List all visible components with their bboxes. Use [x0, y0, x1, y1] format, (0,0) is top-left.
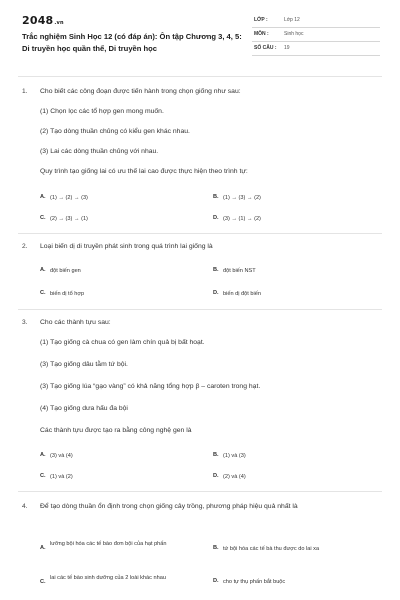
question-line: (1) Chọn lọc các tổ hợp gen mong muốn.	[40, 108, 164, 115]
option-text: lai các tế bào sinh dưỡng của 2 loài khác nhau	[50, 575, 166, 581]
question-stem: Cho các thành tựu sau:	[40, 319, 111, 326]
option-text: (1) → (2) → (3)	[50, 195, 88, 201]
option-letter: B.	[213, 545, 219, 551]
meta-value: Lớp 12	[284, 17, 300, 23]
question-number: 1.	[22, 88, 28, 95]
meta-label: SỐ CÂU :	[254, 45, 277, 51]
option-letter: A.	[40, 545, 46, 551]
meta-row-class	[252, 14, 380, 28]
meta-value: 19	[284, 45, 290, 51]
option-letter: A.	[40, 267, 46, 273]
question-stem: Loại biến dị di truyền phát sinh trong quá trình lai giống là	[40, 243, 213, 250]
page-header	[0, 0, 400, 62]
option-text: biến dị tổ hợp	[50, 291, 85, 297]
option-letter: C.	[40, 290, 46, 296]
option-letter: D.	[213, 290, 219, 296]
question-line: (3) Tạo giống lúa “gạo vàng” có khả năng tổng hợp β – caroten trong hạt.	[40, 383, 261, 390]
divider	[18, 491, 382, 492]
meta-row-count	[252, 42, 380, 56]
option-letter: D.	[213, 578, 219, 584]
option-letter: B.	[213, 452, 219, 458]
page-title: Trắc nghiệm Sinh Học 12 (có đáp án): Ôn tập Chương 3, 4, 5: Di truyền học quần thể, Di truyền học	[22, 32, 242, 53]
meta-row-subject	[252, 28, 380, 42]
question-number: 2.	[22, 243, 28, 250]
option-letter: B.	[213, 194, 219, 200]
option-text: lưỡng bội hóa các tế bào đơn bội của hạt phấn	[50, 541, 167, 547]
option-text: (3) và (4)	[50, 453, 73, 459]
question-line: (1) Tạo giống cà chua có gen làm chín quả bị bất hoạt.	[40, 339, 205, 346]
question-line: Các thành tựu được tạo ra bằng công nghệ gen là	[40, 427, 192, 434]
option-text: (1) và (3)	[223, 453, 246, 459]
logo-text: 2048	[22, 14, 54, 27]
option-text: (2) và (4)	[223, 474, 246, 480]
meta-label: MÔN :	[254, 31, 269, 37]
question-line: Quy trình tạo giống lai có ưu thế lai cao được thực hiện theo trình tự:	[40, 168, 248, 175]
meta-table	[252, 14, 380, 56]
question-number: 4.	[22, 503, 28, 510]
question-stem: Cho biết các công đoạn được tiến hành trong chọn giống như sau:	[40, 88, 241, 95]
question-number: 3.	[22, 319, 28, 326]
option-text: tứ bội hóa các tế bà thu được do lai xa	[223, 546, 320, 552]
option-text: đột biến gen	[50, 268, 81, 274]
divider	[18, 233, 382, 234]
option-text: (1) → (3) → (2)	[223, 195, 261, 201]
option-letter: D.	[213, 473, 219, 479]
option-text: cho tự thụ phấn bắt buộc	[223, 579, 286, 585]
question-line: (4) Tạo giống dưa hấu đa bội	[40, 405, 128, 412]
option-letter: C.	[40, 473, 46, 479]
meta-label: LỚP :	[254, 17, 268, 23]
option-letter: C.	[40, 579, 46, 585]
option-text: (3) → (1) → (2)	[223, 216, 261, 222]
meta-value: Sinh học	[284, 31, 304, 37]
option-letter: A.	[40, 452, 46, 458]
option-letter: D.	[213, 215, 219, 221]
question-line: (3) Tạo giống dâu tằm tứ bội.	[40, 361, 128, 368]
site-logo[interactable]	[22, 14, 64, 27]
option-letter: B.	[213, 267, 219, 273]
question-line: (3) Lai các dòng thuần chủng với nhau.	[40, 148, 159, 155]
divider	[18, 309, 382, 310]
option-text: biến dị đột biến	[223, 291, 261, 297]
question-line: (2) Tạo dòng thuần chủng có kiểu gen khác nhau.	[40, 128, 190, 135]
option-letter: C.	[40, 215, 46, 221]
option-text: (1) và (2)	[50, 474, 73, 480]
question-stem: Để tạo dòng thuần ổn định trong chọn giống cây trồng, phương pháp hiệu quả nhất là	[40, 503, 298, 510]
option-letter: A.	[40, 194, 46, 200]
option-text: đột biến NST	[223, 268, 256, 274]
option-text: (2) → (3) → (1)	[50, 216, 88, 222]
logo-suffix: .vn	[54, 20, 64, 26]
divider	[18, 76, 382, 77]
